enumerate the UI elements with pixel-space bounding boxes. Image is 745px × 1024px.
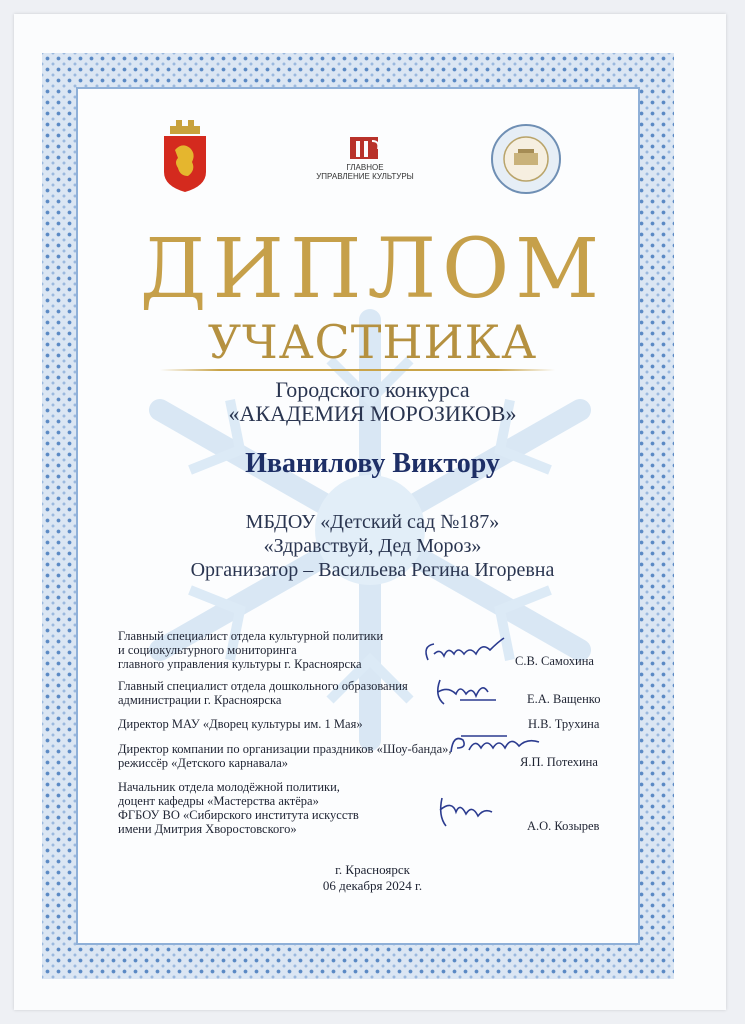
signature-name-1: С.В. Самохина xyxy=(515,654,594,668)
organization-line-1: МБДОУ «Детский сад №187» xyxy=(245,511,500,533)
handwritten-signature-1-icon xyxy=(420,632,520,672)
signature-name-3: Н.В. Трухина xyxy=(528,717,600,731)
coat-of-arms-icon xyxy=(160,120,210,192)
signature-position-line: имени Дмитрия Хворостовского» xyxy=(118,822,297,836)
contest-line-2: «АКАДЕМИЯ МОРОЗИКОВ» xyxy=(228,401,517,426)
signature-block-5 xyxy=(118,780,359,836)
signature-name-2: Е.А. Ващенко xyxy=(527,692,601,706)
issue-date: 06 декабря 2024 г. xyxy=(322,878,423,893)
logo-text-line: ГЛАВНОЕ xyxy=(346,163,384,172)
signature-position-line: режиссёр «Детского карнавала» xyxy=(118,756,289,770)
signature-position-line: Главный специалист отдела культурной политики xyxy=(118,629,384,643)
signature-name-4: Я.П. Потехина xyxy=(520,755,598,769)
organization-line-3: Организатор – Васильева Регина Игоревна xyxy=(190,559,555,581)
city: г. Красноярск xyxy=(335,862,410,877)
signature-position-line: Директор МАУ «Дворец культуры им. 1 Мая» xyxy=(118,717,363,731)
palace-of-culture-seal-icon xyxy=(490,123,562,195)
signature-name-5: А.О. Козырев xyxy=(527,819,600,833)
culture-department-logo-text xyxy=(300,163,430,181)
signature-position-line: Начальник отдела молодёжной политики, xyxy=(118,780,340,794)
handwritten-signature-4-icon xyxy=(447,730,547,760)
signature-position-line: и социокультурного мониторинга xyxy=(118,643,297,657)
diploma-title: ДИПЛОМ xyxy=(139,222,606,317)
gold-divider xyxy=(160,369,555,371)
signature-block-3 xyxy=(118,717,363,731)
signature-position-line: доцент кафедры «Мастерства актёра» xyxy=(118,794,319,808)
signature-position-line: администрации г. Красноярска xyxy=(118,693,282,707)
signature-block-2 xyxy=(118,679,408,707)
signature-block-4 xyxy=(118,742,452,770)
signature-position-line: ФГБОУ ВО «Сибирского института искусств xyxy=(118,808,359,822)
handwritten-signature-2-icon xyxy=(430,676,510,710)
signature-block-1 xyxy=(118,629,383,671)
signature-position-line: Директор компании по организации праздников «Шоу-банда», xyxy=(118,742,452,756)
organization-line-2: «Здравствуй, Дед Мороз» xyxy=(263,535,482,557)
logo-text-line: УПРАВЛЕНИЕ КУЛЬТУРЫ xyxy=(316,172,414,181)
diploma-subtitle: УЧАСТНИКА xyxy=(207,315,538,369)
signature-position-line: Главный специалист отдела дошкольного образования xyxy=(118,679,408,693)
signature-position-line: главного управления культуры г. Красноярска xyxy=(118,657,362,671)
contest-line-1: Городского конкурса xyxy=(275,377,470,402)
recipient-name: Иванилову Виктору xyxy=(245,448,500,479)
handwritten-signature-5-icon xyxy=(432,792,502,832)
